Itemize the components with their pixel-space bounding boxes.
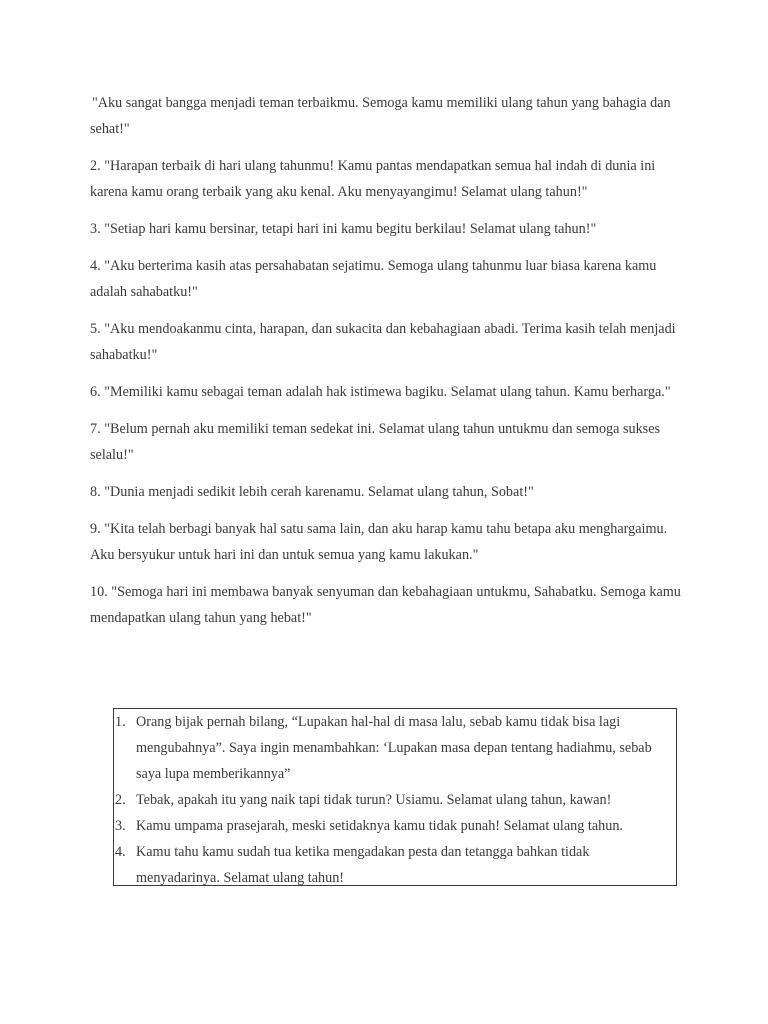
list-item	[114, 813, 676, 839]
funny-wishes-list	[114, 709, 676, 891]
list-item-text: Kamu umpama prasejarah, meski setidaknya kamu tidak punah! Selamat ulang tahun.	[136, 818, 623, 834]
wish-paragraph-7: 7. "Belum pernah aku memiliki teman sedekat ini. Selamat ulang tahun untukmu dan semoga sukses selalu!"	[90, 421, 661, 463]
list-item	[114, 709, 676, 787]
wish-paragraph-1: "Aku sangat bangga menjadi teman terbaikmu. Semoga kamu memiliki ulang tahun yang bahagia dan sehat!"	[90, 95, 671, 137]
list-item-number: 4.	[115, 844, 126, 860]
list-item-number: 3.	[115, 818, 126, 834]
wish-paragraph-3: 3. "Setiap hari kamu bersinar, tetapi hari ini kamu begitu berkilau! Selamat ulang tahun!"	[90, 221, 597, 237]
wish-paragraph-8: 8. "Dunia menjadi sedikit lebih cerah karenamu. Selamat ulang tahun, Sobat!"	[90, 484, 534, 500]
list-item-text: Kamu tahu kamu sudah tua ketika mengadakan pesta dan tetangga bahkan tidak menyadarinya. Selamat ulang tahun!	[136, 844, 590, 886]
list-item-number: 1.	[115, 714, 126, 730]
list-item	[114, 787, 676, 813]
wish-paragraph-4: 4. "Aku berterima kasih atas persahabatan sejatimu. Semoga ulang tahunmu luar biasa karena kamu adalah sahabatku!"	[90, 258, 657, 300]
wishes-list	[90, 90, 690, 642]
list-item-text: Orang bijak pernah bilang, “Lupakan hal-hal di masa lalu, sebab kamu tidak bisa lagi mengubahnya”. Saya ingin menambahkan: ‘Lupakan masa depan tentang hadiahmu, sebab saya lupa memberikannya”	[136, 714, 652, 782]
wish-paragraph-6: 6. "Memiliki kamu sebagai teman adalah hak istimewa bagiku. Selamat ulang tahun. Kamu berharga."	[90, 384, 671, 400]
wish-paragraph-10: 10. "Semoga hari ini membawa banyak senyuman dan kebahagiaan untukmu, Sahabatku. Semoga kamu mendapatkan ulang tahun yang hebat!"	[90, 584, 681, 626]
wish-paragraph-2: 2. "Harapan terbaik di hari ulang tahunmu! Kamu pantas mendapatkan semua hal indah di dunia ini karena kamu orang terbaik yang aku kenal. Aku menyayangimu! Selamat ulang tahun!"	[90, 158, 656, 200]
funny-wishes-box	[113, 708, 677, 886]
list-item-number: 2.	[115, 792, 126, 808]
wish-paragraph-9: 9. "Kita telah berbagi banyak hal satu sama lain, dan aku harap kamu tahu betapa aku menghargaimu. Aku bersyukur untuk hari ini dan untuk semua yang kamu lakukan."	[90, 521, 668, 563]
wish-paragraph-5: 5. "Aku mendoakanmu cinta, harapan, dan sukacita dan kebahagiaan abadi. Terima kasih telah menjadi sahabatku!"	[90, 321, 676, 363]
list-item	[114, 839, 676, 891]
list-item-text: Tebak, apakah itu yang naik tapi tidak turun? Usiamu. Selamat ulang tahun, kawan!	[136, 792, 612, 808]
